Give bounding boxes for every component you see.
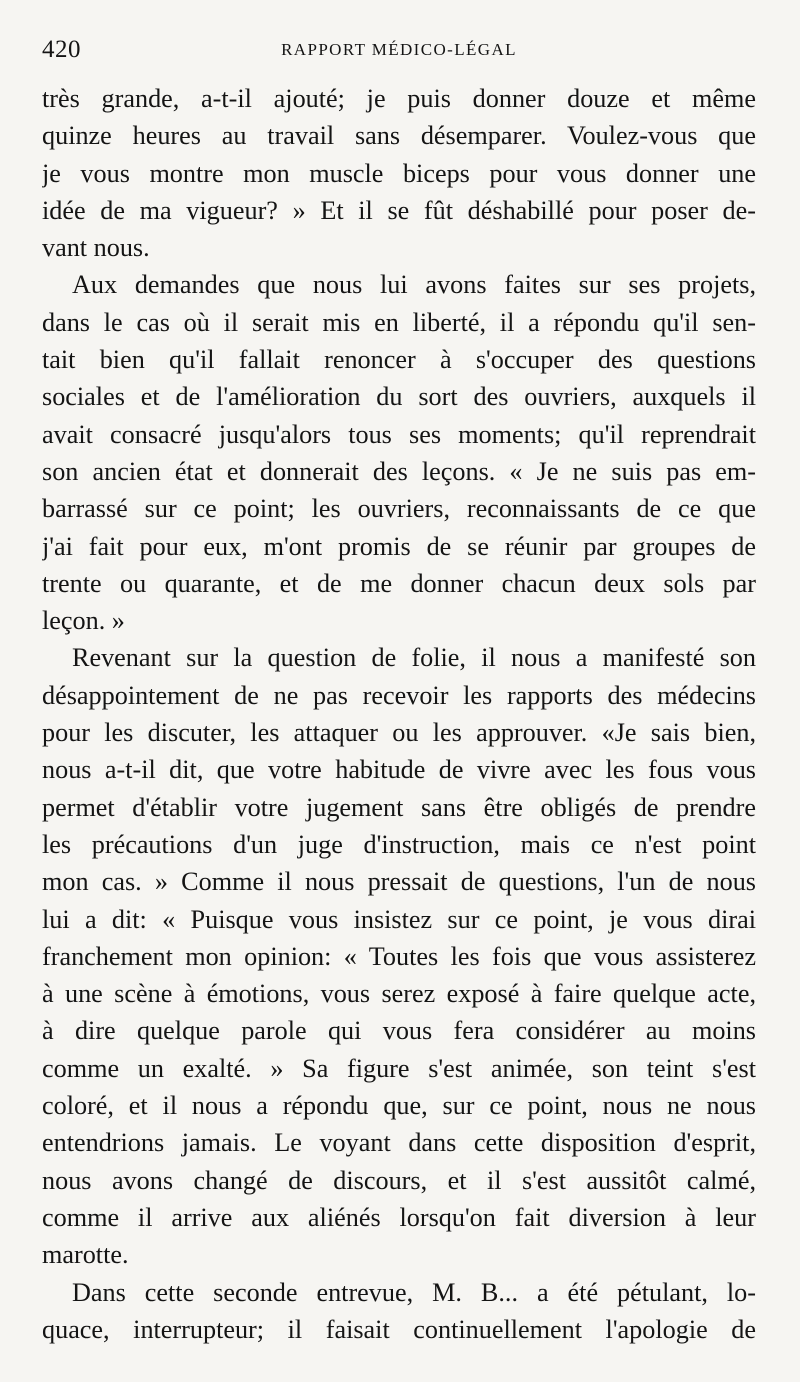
body-text xyxy=(42,80,756,1348)
text-line: les précautions d'un juge d'instruction, mais ce n'est point xyxy=(42,829,756,859)
text-line: désappointement de ne pas recevoir les rapports des médecins xyxy=(42,680,756,710)
text-line: marotte. xyxy=(42,1240,129,1270)
text-line: leçon. » xyxy=(42,606,125,636)
paragraph xyxy=(42,266,756,639)
running-title: RAPPORT MÉDICO-LÉGAL xyxy=(281,40,517,59)
text-line: tait bien qu'il fallait renoncer à s'occuper des questions xyxy=(42,345,756,375)
text-line: entendrions jamais. Le voyant dans cette disposition d'esprit, xyxy=(42,1128,756,1158)
text-line: Dans cette seconde entrevue, M. B... a été pétulant, lo- xyxy=(72,1277,756,1307)
paragraph xyxy=(42,80,756,266)
text-line: très grande, a-t-il ajouté; je puis donner douze et même xyxy=(42,84,756,113)
text-line: nous a-t-il dit, que votre habitude de vivre avec les fous vous xyxy=(42,755,756,785)
paragraph xyxy=(42,639,756,1273)
text-line: quinze heures au travail sans désemparer. Voulez-vous que xyxy=(42,121,756,151)
paragraph xyxy=(42,1274,756,1349)
text-line: idée de ma vigueur? » Et il se fût déshabillé pour poser de- xyxy=(42,195,756,225)
text-line: à dire quelque parole qui vous fera considérer au moins xyxy=(42,1016,756,1046)
text-line: barrassé sur ce point; les ouvriers, reconnaissants de ce que xyxy=(42,494,756,524)
text-line: sociales et de l'amélioration du sort des ouvriers, auxquels il xyxy=(42,382,756,412)
text-line: avait consacré jusqu'alors tous ses moments; qu'il reprendrait xyxy=(42,419,756,449)
text-line: lui a dit: « Puisque vous insistez sur ce point, je vous dirai xyxy=(42,904,756,934)
text-line: comme un exalté. » Sa figure s'est animée, son teint s'est xyxy=(42,1053,756,1083)
text-line: pour les discuter, les attaquer ou les approuver. «Je sais bien, xyxy=(42,718,756,748)
page-number: 420 xyxy=(42,36,81,63)
text-line: à une scène à émotions, vous serez exposé à faire quelque acte, xyxy=(42,979,756,1009)
text-line: nous avons changé de discours, et il s'est aussitôt calmé, xyxy=(42,1165,756,1195)
text-line: dans le cas où il serait mis en liberté, il a répondu qu'il sen- xyxy=(42,307,756,337)
text-line: quace, interrupteur; il faisait continuellement l'apologie de xyxy=(42,1314,756,1344)
text-line: permet d'établir votre jugement sans être obligés de prendre xyxy=(42,792,756,822)
text-line: coloré, et il nous a répondu que, sur ce point, nous ne nous xyxy=(42,1091,756,1121)
text-line: comme il arrive aux aliénés lorsqu'on fait diversion à leur xyxy=(42,1202,756,1232)
text-line: je vous montre mon muscle biceps pour vous donner une xyxy=(42,158,756,188)
running-header xyxy=(42,34,756,80)
text-line: son ancien état et donnerait des leçons. « Je ne suis pas em- xyxy=(42,456,756,486)
text-line: vant nous. xyxy=(42,233,150,263)
text-line: Revenant sur la question de folie, il nous a manifesté son xyxy=(72,643,756,673)
text-line: franchement mon opinion: « Toutes les fois que vous assisterez xyxy=(42,941,756,971)
text-line: trente ou quarante, et de me donner chacun deux sols par xyxy=(42,568,756,598)
text-line: j'ai fait pour eux, m'ont promis de se réunir par groupes de xyxy=(42,531,756,561)
text-line: mon cas. » Comme il nous pressait de questions, l'un de nous xyxy=(42,867,756,897)
text-line: Aux demandes que nous lui avons faites sur ses projets, xyxy=(72,270,756,300)
